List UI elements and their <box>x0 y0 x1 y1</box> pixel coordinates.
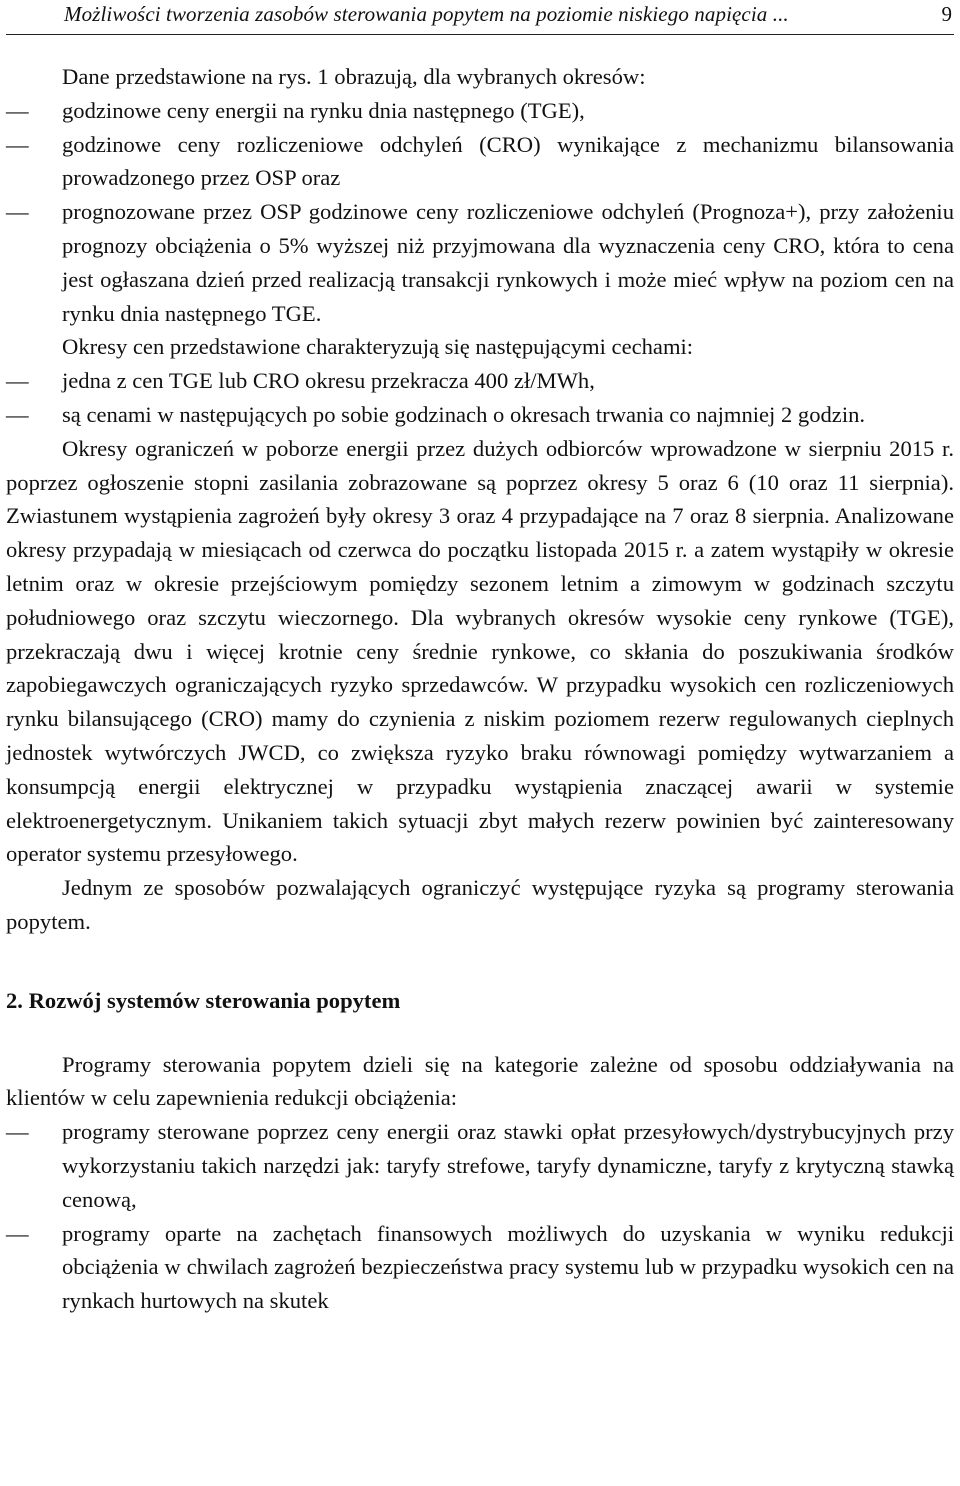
conclusion-paragraph: Jednym ze sposobów pozwalających ograniczyć występujące ryzyka są programy sterowania popytem. <box>6 875 954 934</box>
list-item-text: są cenami w następujących po sobie godzinach o okresach trwania co najmniej 2 godzin. <box>62 401 866 427</box>
running-title: Możliwości tworzenia zasobów sterowania popytem na poziomie niskiego napięcia ... <box>64 2 789 26</box>
list-item-text: programy sterowane poprzez ceny energii oraz stawki opłat przesyłowych/dystrybucyjnych przy wykorzystaniu takich narzędzi jak: taryfy strefowe, taryfy dynamiczne, taryfy z krytyczną stawką cenową, <box>62 1119 954 1212</box>
list-item <box>6 1217 954 1318</box>
list-item <box>6 398 954 432</box>
list-item <box>6 1115 954 1216</box>
dash-marker: — <box>6 199 29 225</box>
list-item-text: godzinowe ceny energii na rynku dnia następnego (TGE), <box>62 97 585 123</box>
dash-marker: — <box>6 1220 29 1246</box>
dash-marker: — <box>6 401 29 427</box>
features-paragraph: Okresy cen przedstawione charakteryzują się następującymi cechami: <box>62 334 694 360</box>
list-item <box>6 128 954 196</box>
list-item-text: programy oparte na zachętach finansowych możliwych do uzyskania w wyniku redukcji obciążenia w chwilach zagrożeń bezpieczeństwa pracy systemu lub w przypadku wysokich cen na rynkach hurtowych na skutek <box>62 1220 954 1314</box>
list-item-text: prognozowane przez OSP godzinowe ceny rozliczeniowe odchyleń (Prognoza+), przy założeniu prognozy obciążenia o 5% wyższej niż przyjmowana dla wyznaczenia ceny CRO, która to cena jest ogłaszana dzień przed realizacją transakcji rynkowych i może mieć wpływ na poziom cen na rynku dnia następnego TGE. <box>62 199 954 326</box>
list-item <box>6 94 954 128</box>
list-item-text: godzinowe ceny rozliczeniowe odchyleń (CRO) wynikające z mechanizmu bilansowania prowadzonego przez OSP oraz <box>62 131 954 191</box>
list-item <box>6 364 954 398</box>
categories-paragraph: Programy sterowania popytem dzieli się na kategorie zależne od sposobu oddziaływania na klientów w celu zapewnienia redukcji obciążenia: <box>6 1051 954 1111</box>
analysis-paragraph: Okresy ograniczeń w poborze energii przez dużych odbiorców wprowadzone w sierpniu 2015 r. poprzez ogłoszenie stopni zasilania zobrazowane są poprzez okresy 5 oraz 6 (10 oraz 11 sierpnia). Zwiastunem wystąpienia zagrożeń były okresy 3 oraz 4 przypadające na 7 oraz 8 sierpnia. Analizowane okresy przypadają w miesiącach od czerwca do początku listopada 2015 r. a zatem wystąpiły w okresie letnim oraz w okresie przejściowym pomiędzy sezonem letnim a zimowym w godzinach szczytu południowego oraz szczytu wieczornego. Dla wybranych okresów wysokie ceny rynkowe (TGE), przekraczają dwu i więcej krotnie ceny średnie rynkowe, co skłania do poszukiwania środków zapobiegawczych ograniczających ryzyko sprzedawców. W przypadku wysokich cen rozliczeniowych rynku bilansującego (CRO) mamy do czynienia z niskim poziomem rezerw regulowanych cieplnych jednostek wytwórczych JWCD, co zwiększa ryzyko braku równowagi pomiędzy wytwarzaniem a konsumpcją energii elektrycznej w przypadku wystąpienia znaczącej awarii w systemie elektroenergetycznym. Unikaniem takich sytuacji zbyt małych rezerw powinien być zainteresowany operator systemu przesyłowego. <box>6 435 954 867</box>
dash-marker: — <box>6 368 29 394</box>
body-text <box>6 60 954 1318</box>
section-heading: 2. Rozwój systemów sterowania popytem <box>6 987 401 1013</box>
list-item <box>6 195 954 330</box>
page-number: 9 <box>941 2 952 26</box>
dash-marker: — <box>6 97 29 123</box>
dash-marker: — <box>6 1119 29 1145</box>
running-header <box>6 0 954 35</box>
intro-paragraph: Dane przedstawione na rys. 1 obrazują, dla wybranych okresów: <box>62 64 646 89</box>
list-item-text: jedna z cen TGE lub CRO okresu przekracza 400 zł/MWh, <box>62 368 595 394</box>
dash-marker: — <box>6 131 29 157</box>
